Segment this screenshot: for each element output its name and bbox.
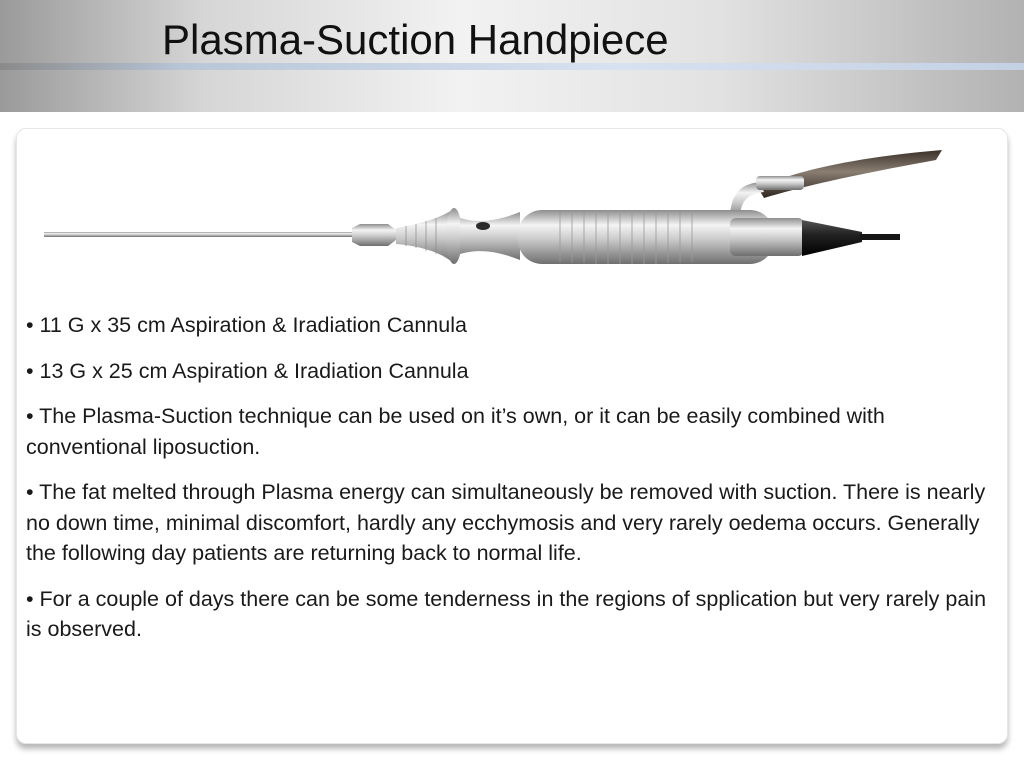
title-bar	[0, 0, 1024, 112]
bullet-item: • The fat melted through Plasma energy can simultaneously be removed with suction. There is nearly no down time, minimal discomfort, hardly any ecchymosis and very rarely oedema occurs. Generally the following day patients are returning back to normal life.	[26, 480, 986, 565]
bullet-item: • The Plasma-Suction technique can be used on it’s own, or it can be easily combined with conventional liposuction.	[26, 404, 885, 459]
slide-title: Plasma-Suction Handpiece	[162, 16, 669, 63]
title-underline	[0, 63, 1024, 70]
bullet-item: • 11 G x 35 cm Aspiration & Iradiation Cannula	[26, 313, 467, 337]
bullet-item: • For a couple of days there can be some tenderness in the regions of spplication but very rarely pain is observed.	[26, 586, 987, 641]
handpiece-image	[40, 148, 960, 270]
bullet-list	[26, 310, 1001, 660]
bullet-item: • 13 G x 25 cm Aspiration & Iradiation Cannula	[26, 358, 469, 383]
